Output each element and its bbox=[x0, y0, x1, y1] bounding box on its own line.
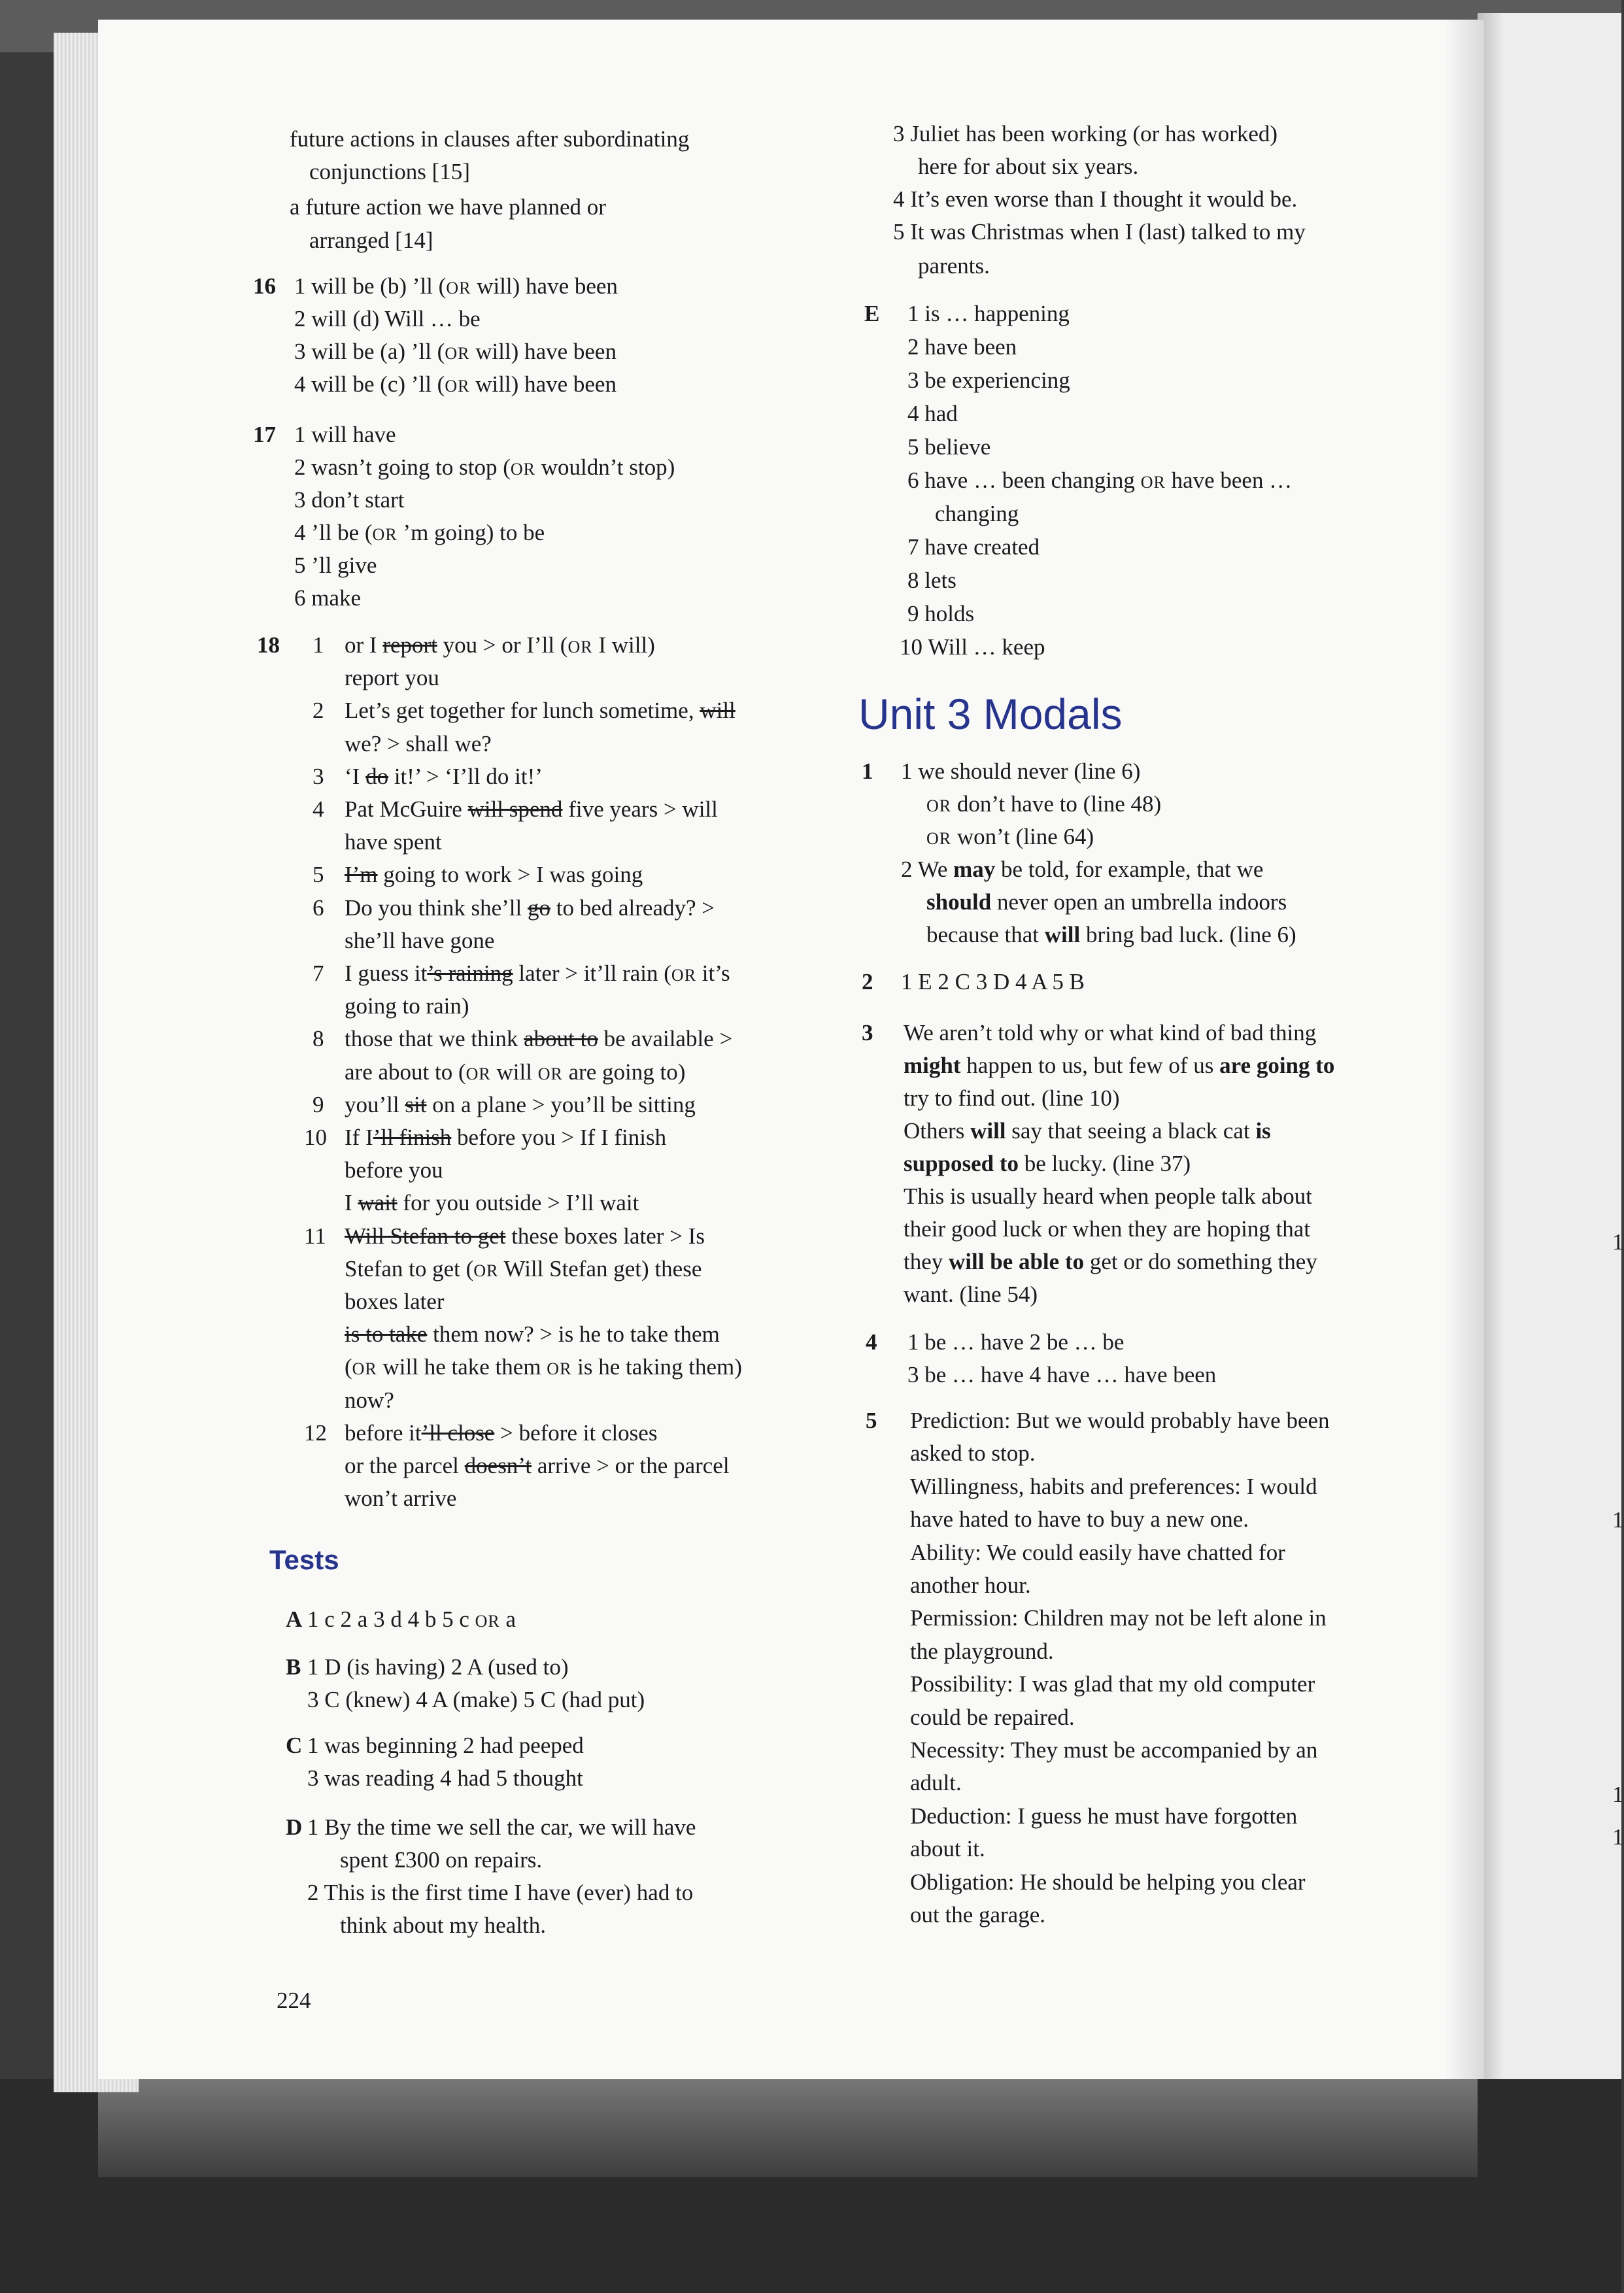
answer-line: now? bbox=[345, 1387, 394, 1413]
section-letter: E bbox=[864, 301, 880, 326]
answer-line: OR don’t have to (line 48) bbox=[926, 791, 1162, 817]
answer-line: she’ll have gone bbox=[345, 927, 495, 953]
test-section-letter: A bbox=[286, 1606, 303, 1632]
answer-line: should never open an umbrella indoors bbox=[926, 889, 1287, 915]
answer-line: before you bbox=[345, 1157, 443, 1183]
intro-line: conjunctions [15] bbox=[309, 159, 470, 184]
answer-line: 3 don’t start bbox=[294, 487, 405, 513]
intro-line: arranged [14] bbox=[309, 228, 433, 253]
answer-line: Ability: We could easily have chatted for bbox=[910, 1539, 1285, 1565]
answer-line: have spent bbox=[345, 829, 442, 855]
answer-line: going to rain) bbox=[345, 993, 469, 1019]
answer-line: those that we think about to be available > bbox=[345, 1026, 733, 1052]
test-answer-line: 1 By the time we sell the car, we will have bbox=[307, 1814, 696, 1840]
answer-line: (OR will he take them OR is he taking them) bbox=[345, 1354, 742, 1380]
answer-line: about it. bbox=[910, 1836, 985, 1862]
question-number: 5 bbox=[866, 1408, 877, 1433]
answer-line: another hour. bbox=[910, 1572, 1031, 1598]
item-number: 2 bbox=[313, 698, 324, 724]
answer-line: We aren’t told why or what kind of bad thing bbox=[904, 1020, 1317, 1045]
answer-line: 3 will be (a) ’ll (OR will) have been bbox=[294, 339, 617, 364]
item-number: 5 bbox=[313, 862, 324, 888]
item-number: 9 bbox=[313, 1091, 324, 1117]
answer-line: Obligation: He should be helping you clear bbox=[910, 1869, 1306, 1895]
item-number: 8 bbox=[313, 1026, 324, 1052]
answer-line: 4 will be (c) ’ll (OR will) have been bbox=[294, 371, 617, 397]
answer-line: 8 lets bbox=[907, 568, 956, 593]
answer-line: 4 ’ll be (OR ’m going) to be bbox=[294, 520, 545, 545]
answer-line: might happen to us, but few of us are going to bbox=[904, 1053, 1335, 1078]
test-answer-line: 1 c 2 a 3 d 4 b 5 c OR a bbox=[307, 1606, 516, 1632]
answer-line: 1 E 2 C 3 D 4 A 5 B bbox=[901, 969, 1085, 994]
answer-line: won’t arrive bbox=[345, 1486, 457, 1512]
answer-line: Deduction: I guess he must have forgotten bbox=[910, 1803, 1298, 1829]
answer-line: 9 holds bbox=[907, 601, 975, 626]
unit-heading: Unit 3 Modals bbox=[858, 690, 1123, 738]
answer-line: try to find out. (line 10) bbox=[904, 1085, 1120, 1111]
answer-line: or I report you > or I’ll (OR I will) bbox=[345, 632, 655, 658]
answer-line: Willingness, habits and preferences: I would bbox=[910, 1473, 1317, 1499]
answer-line: supposed to be lucky. (line 37) bbox=[904, 1151, 1191, 1176]
answer-line: I guess it’s raining later > it’ll rain (OR it’s bbox=[345, 960, 730, 986]
item-number: 12 bbox=[304, 1419, 327, 1446]
test-answer-line: 1 D (is having) 2 A (used to) bbox=[307, 1654, 569, 1680]
edge-mark: 1 bbox=[1612, 1229, 1624, 1255]
tests-heading: Tests bbox=[269, 1544, 339, 1575]
answer-line: Others will say that seeing a black cat is bbox=[904, 1118, 1271, 1144]
answer-line: Stefan to get (OR Will Stefan get) these bbox=[345, 1255, 702, 1282]
answer-line: report you bbox=[345, 665, 439, 691]
answer-line: I wait for you outside > I’ll wait bbox=[345, 1190, 639, 1216]
question-number: 2 bbox=[862, 969, 873, 994]
answer-line: 3 be … have 4 have … have been bbox=[907, 1362, 1217, 1387]
answer-line: 7 have created bbox=[907, 534, 1040, 560]
test-section-letter: D bbox=[286, 1814, 303, 1840]
answer-line: their good luck or when they are hoping that bbox=[904, 1216, 1311, 1242]
page-number: 224 bbox=[277, 1988, 311, 2013]
answer-line: 1 will be (b) ’ll (OR will) have been bbox=[294, 273, 618, 299]
answer-line: 2 will (d) Will … be bbox=[294, 306, 481, 331]
test-section-letter: C bbox=[286, 1733, 303, 1758]
intro-line: a future action we have planned or bbox=[290, 194, 606, 220]
edge-mark: 1 bbox=[1612, 1782, 1624, 1807]
edge-mark: 1 bbox=[1612, 1507, 1624, 1533]
answer-line: want. (line 54) bbox=[904, 1282, 1038, 1307]
answer-line: 1 will have bbox=[294, 422, 396, 447]
item-number: 10 bbox=[304, 1125, 327, 1150]
test-answer-line: spent £300 on repairs. bbox=[340, 1847, 543, 1873]
answer-line: out the garage. bbox=[910, 1902, 1045, 1928]
item-number: 1 bbox=[313, 632, 324, 658]
answer-line: 1 we should never (line 6) bbox=[901, 758, 1141, 784]
answer-line: 5 It was Christmas when I (last) talked to my bbox=[893, 219, 1306, 245]
question-number: 16 bbox=[253, 273, 276, 299]
answer-line: 3 be experiencing bbox=[907, 367, 1070, 393]
answer-line: Pat McGuire will spend five years > will bbox=[345, 796, 718, 822]
answer-line: 4 had bbox=[907, 401, 958, 426]
intro-line: future actions in clauses after subordinating bbox=[290, 126, 690, 152]
answer-line: 1 be … have 2 be … be bbox=[907, 1329, 1125, 1355]
answer-line: Let’s get together for lunch sometime, will bbox=[345, 698, 736, 724]
answer-line: the playground. bbox=[910, 1638, 1054, 1664]
answer-line: 4 It’s even worse than I thought it would be. bbox=[893, 186, 1298, 212]
answer-line: Prediction: But we would probably have been bbox=[910, 1408, 1330, 1433]
answer-line: 1 is … happening bbox=[907, 301, 1070, 326]
test-answer-line: 1 was beginning 2 had peeped bbox=[307, 1733, 584, 1758]
answer-line: This is usually heard when people talk about bbox=[904, 1183, 1312, 1209]
answer-line: ‘I do it!’ > ‘I’ll do it!’ bbox=[345, 763, 543, 789]
question-number: 1 bbox=[862, 758, 873, 784]
answer-line: are about to (OR will OR are going to) bbox=[345, 1059, 686, 1085]
adjacent-page bbox=[1478, 13, 1621, 2145]
answer-line: or the parcel doesn’t arrive > or the parcel bbox=[345, 1453, 730, 1478]
answer-line: Will Stefan to get these boxes later > Is bbox=[345, 1223, 705, 1249]
answer-line: 2 wasn’t going to stop (OR wouldn’t stop) bbox=[294, 454, 675, 480]
answer-line: before it’ll close > before it closes bbox=[345, 1419, 658, 1446]
test-answer-line: think about my health. bbox=[340, 1912, 546, 1938]
gutter-shadow bbox=[1445, 20, 1484, 2079]
answer-line: 6 make bbox=[294, 585, 362, 611]
answer-line: Possibility: I was glad that my old computer bbox=[910, 1671, 1315, 1697]
answer-line: 3 Juliet has been working (or has worked) bbox=[893, 121, 1278, 146]
answer-line: have hated to have to buy a new one. bbox=[910, 1506, 1249, 1533]
question-number: 4 bbox=[866, 1329, 877, 1355]
answer-line: parents. bbox=[918, 253, 990, 279]
answer-line: 6 have … been changing OR have been … bbox=[907, 467, 1293, 493]
answer-line: boxes later bbox=[345, 1289, 445, 1314]
item-number: 7 bbox=[313, 960, 324, 986]
test-answer-line: 3 C (knew) 4 A (make) 5 C (had put) bbox=[307, 1687, 645, 1712]
answer-line: If I’ll finish before you > If I finish bbox=[345, 1125, 667, 1150]
item-number: 4 bbox=[313, 796, 324, 822]
answer-line: they will be able to get or do something they bbox=[904, 1249, 1317, 1274]
question-number: 18 bbox=[257, 632, 280, 658]
answer-line: 5 believe bbox=[907, 434, 991, 460]
test-answer-line: 3 was reading 4 had 5 thought bbox=[307, 1765, 583, 1791]
answer-line: adult. bbox=[910, 1770, 962, 1796]
item-number: 3 bbox=[313, 763, 324, 789]
answer-line: asked to stop. bbox=[910, 1440, 1036, 1467]
answer-line: 2 We may be told, for example, that we bbox=[901, 857, 1264, 882]
edge-mark: 1 bbox=[1612, 1824, 1624, 1850]
answer-line: is to take them now? > is he to take them bbox=[345, 1321, 720, 1348]
answer-line: Permission: Children may not be left alone in bbox=[910, 1605, 1327, 1631]
answer-line: here for about six years. bbox=[918, 154, 1139, 179]
answer-line: could be repaired. bbox=[910, 1704, 1075, 1730]
answer-line: 2 have been bbox=[907, 334, 1017, 360]
answer-line: Do you think she’ll go to bed already? > bbox=[345, 894, 715, 921]
item-number: 11 bbox=[304, 1223, 326, 1249]
answer-line: changing bbox=[935, 501, 1019, 526]
question-number: 3 bbox=[862, 1020, 873, 1045]
test-answer-line: 2 This is the first time I have (ever) had to bbox=[307, 1880, 694, 1905]
book-bottom-edge bbox=[98, 2073, 1478, 2177]
answer-line: Necessity: They must be accompanied by an bbox=[910, 1737, 1318, 1763]
answer-line: you’ll sit on a plane > you’ll be sitting bbox=[345, 1091, 696, 1117]
answer-line: 10 Will … keep bbox=[900, 634, 1045, 660]
test-section-letter: B bbox=[286, 1654, 301, 1680]
answer-line: 5 ’ll give bbox=[294, 552, 377, 578]
answer-line: we? > shall we? bbox=[345, 730, 492, 756]
answer-line: I’m going to work > I was going bbox=[345, 862, 643, 888]
question-number: 17 bbox=[253, 422, 276, 447]
answer-line: because that will bring bad luck. (line 6) bbox=[926, 922, 1296, 947]
answer-line: OR won’t (line 64) bbox=[926, 824, 1094, 849]
item-number: 6 bbox=[313, 894, 324, 921]
